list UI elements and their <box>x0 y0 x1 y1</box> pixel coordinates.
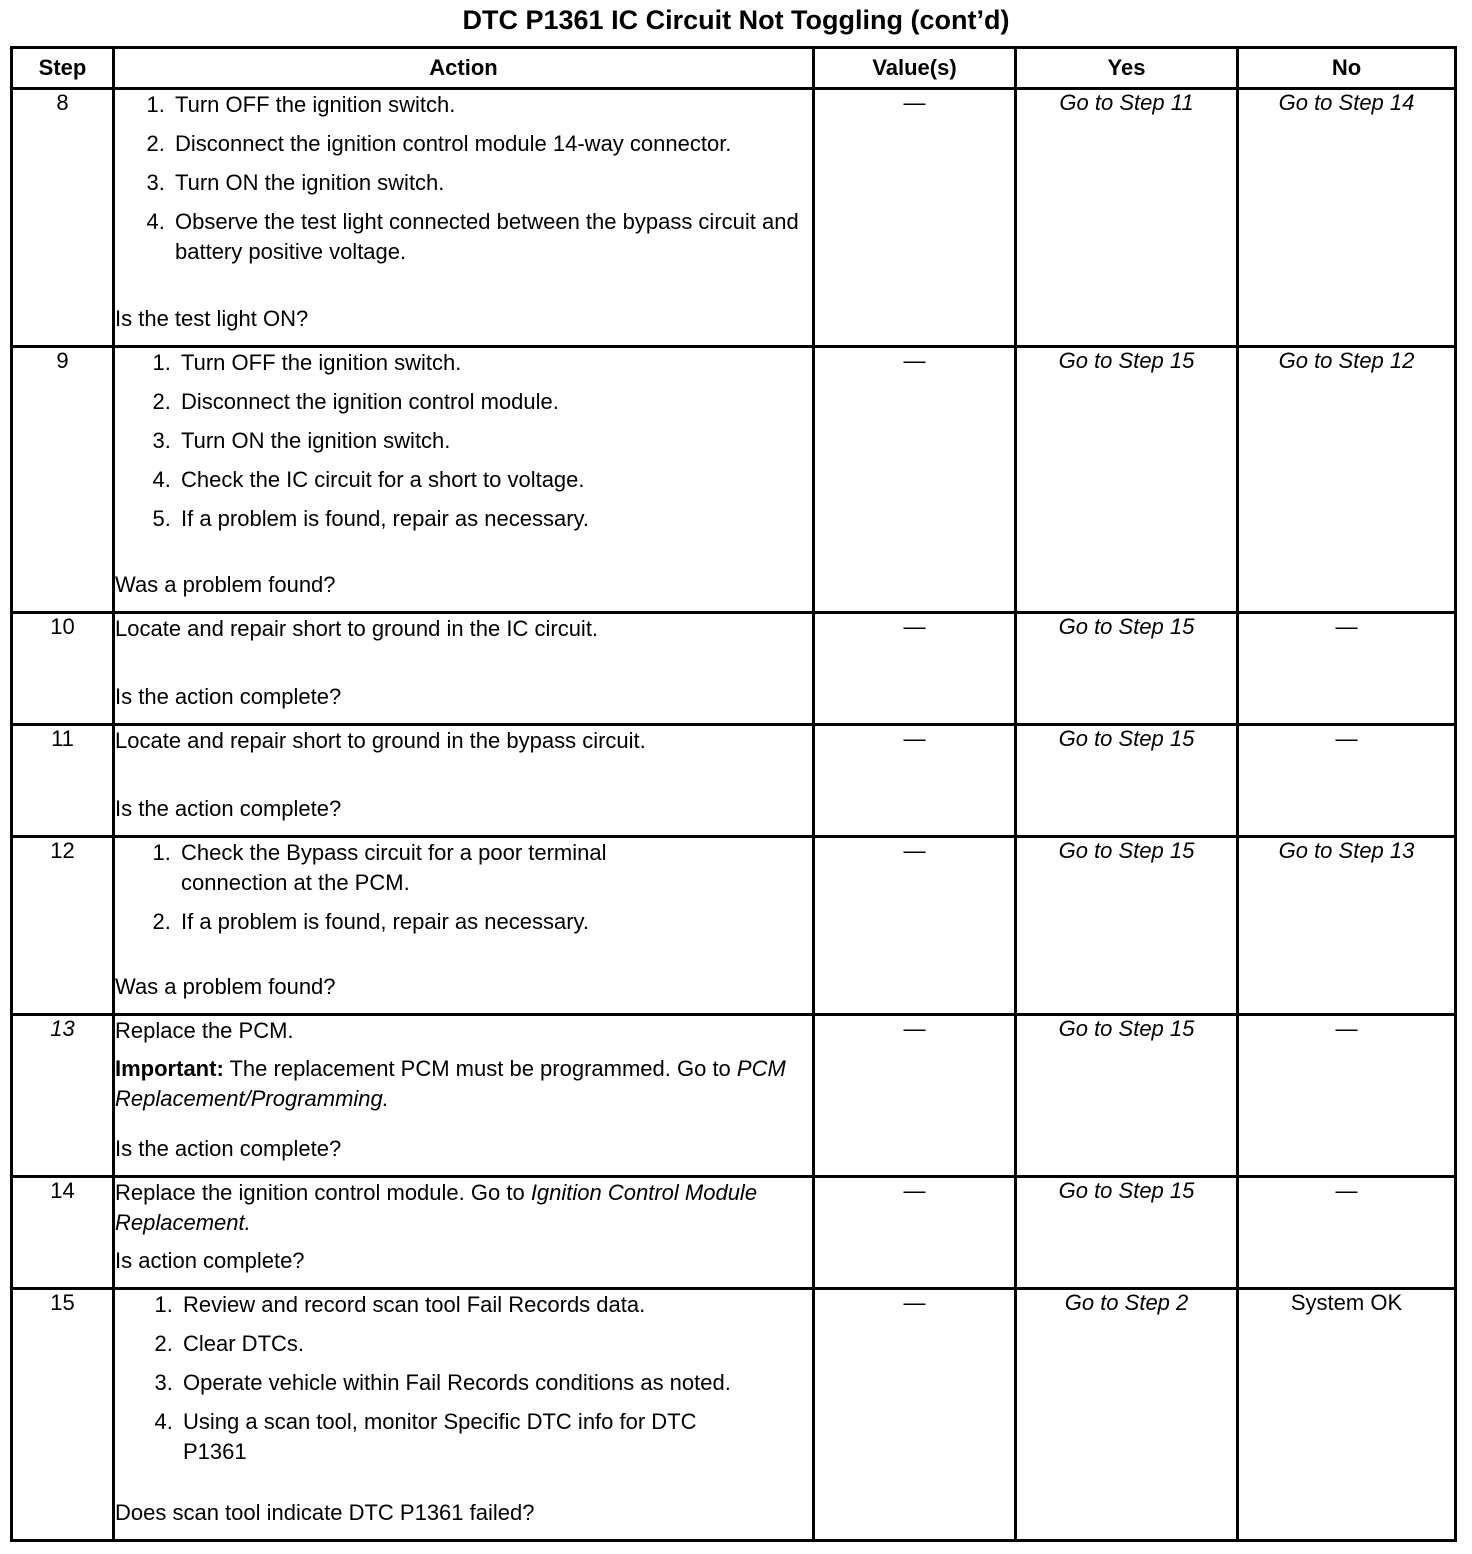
step-number: 8 <box>12 89 114 347</box>
value-cell: — <box>814 1015 1016 1177</box>
action-cell <box>114 1015 814 1177</box>
value-cell: — <box>814 837 1016 1015</box>
action-question: Is action complete? <box>115 1248 305 1273</box>
yes-cell: Go to Step 2 <box>1016 1289 1238 1541</box>
action-cell <box>114 613 814 725</box>
action-question: Does scan tool indicate DTC P1361 failed? <box>115 1500 535 1525</box>
no-cell: — <box>1238 725 1456 837</box>
step-number: 15 <box>12 1289 114 1541</box>
action-text <box>115 1178 812 1238</box>
action-reference: Ignition Control Module Replacement. <box>115 1180 758 1235</box>
action-step: 4. Using a scan tool, monitor Specific DTC info for DTC P1361 <box>179 1407 752 1467</box>
table-header-row <box>12 48 1456 89</box>
action-text: Locate and repair short to ground in the bypass circuit. <box>115 728 646 753</box>
no-cell: Go to Step 13 <box>1238 837 1456 1015</box>
action-step: 3. Operate vehicle within Fail Records conditions as noted. <box>179 1368 752 1398</box>
step-number: 13 <box>12 1015 114 1177</box>
step-number: 14 <box>12 1177 114 1289</box>
important-text: The replacement PCM must be programmed. Go to <box>223 1056 737 1081</box>
yes-cell: Go to Step 15 <box>1016 837 1238 1015</box>
action-question: Is the action complete? <box>115 796 342 821</box>
action-question: Is the action complete? <box>115 1136 342 1161</box>
action-step: 2. Disconnect the ignition control module. <box>177 387 812 417</box>
header-yes: Yes <box>1016 48 1238 89</box>
important-reference: PCM Replacement/Programming. <box>115 1056 786 1111</box>
yes-cell: Go to Step 11 <box>1016 89 1238 347</box>
no-cell: — <box>1238 613 1456 725</box>
action-cell <box>114 1289 814 1541</box>
action-step: 2. If a problem is found, repair as necessary. <box>177 907 712 937</box>
action-cell <box>114 1177 814 1289</box>
table-row <box>12 1177 1456 1289</box>
no-cell: System OK <box>1238 1289 1456 1541</box>
table-row <box>12 347 1456 613</box>
action-step: 4. Check the IC circuit for a short to voltage. <box>177 465 812 495</box>
action-step: 3. Turn ON the ignition switch. <box>171 168 812 198</box>
important-label: Important: <box>115 1056 224 1081</box>
no-cell: Go to Step 14 <box>1238 89 1456 347</box>
diagnostic-table <box>10 46 1457 1542</box>
step-number: 11 <box>12 725 114 837</box>
action-cell <box>114 347 814 613</box>
table-row <box>12 1015 1456 1177</box>
yes-cell: Go to Step 15 <box>1016 1177 1238 1289</box>
action-step: 1. Turn OFF the ignition switch. <box>177 348 812 378</box>
yes-cell: Go to Step 15 <box>1016 1015 1238 1177</box>
action-step: 1. Check the Bypass circuit for a poor terminal connection at the PCM. <box>177 838 712 898</box>
action-step: 2. Disconnect the ignition control module 14-way connector. <box>171 129 812 159</box>
action-step: 3. Turn ON the ignition switch. <box>177 426 812 456</box>
yes-cell: Go to Step 15 <box>1016 725 1238 837</box>
value-cell: — <box>814 613 1016 725</box>
important-note <box>115 1054 812 1114</box>
action-step: 1. Review and record scan tool Fail Records data. <box>179 1290 752 1320</box>
action-step: 5. If a problem is found, repair as necessary. <box>177 504 812 534</box>
table-row <box>12 837 1456 1015</box>
action-question: Is the test light ON? <box>115 306 309 331</box>
table-row <box>12 1289 1456 1541</box>
table-row <box>12 725 1456 837</box>
action-cell <box>114 725 814 837</box>
value-cell: — <box>814 89 1016 347</box>
header-values: Value(s) <box>814 48 1016 89</box>
step-number: 10 <box>12 613 114 725</box>
action-steps <box>115 838 812 946</box>
table-row <box>12 613 1456 725</box>
page-title: DTC P1361 IC Circuit Not Toggling (cont’d) <box>462 5 1010 35</box>
action-cell <box>114 837 814 1015</box>
action-text: Replace the PCM. <box>115 1018 294 1043</box>
step-number: 12 <box>12 837 114 1015</box>
no-cell: Go to Step 12 <box>1238 347 1456 613</box>
yes-cell: Go to Step 15 <box>1016 347 1238 613</box>
yes-cell: Go to Step 15 <box>1016 613 1238 725</box>
action-cell <box>114 89 814 347</box>
value-cell: — <box>814 725 1016 837</box>
action-step: 1. Turn OFF the ignition switch. <box>171 90 812 120</box>
action-text-main: Replace the ignition control module. Go to <box>115 1180 531 1205</box>
value-cell: — <box>814 1289 1016 1541</box>
value-cell: — <box>814 1177 1016 1289</box>
action-steps <box>115 1290 812 1476</box>
value-cell: — <box>814 347 1016 613</box>
action-steps <box>115 90 812 276</box>
step-number: 9 <box>12 347 114 613</box>
action-text: Locate and repair short to ground in the IC circuit. <box>115 616 599 641</box>
table-row <box>12 89 1456 347</box>
action-question: Was a problem found? <box>115 572 336 597</box>
no-cell: — <box>1238 1015 1456 1177</box>
action-question: Was a problem found? <box>115 974 336 999</box>
action-step: 4. Observe the test light connected between the bypass circuit and battery positive voltage. <box>171 207 812 267</box>
action-question: Is the action complete? <box>115 684 342 709</box>
action-steps <box>115 348 812 543</box>
header-no: No <box>1238 48 1456 89</box>
no-cell: — <box>1238 1177 1456 1289</box>
header-step: Step <box>12 48 114 89</box>
header-action: Action <box>114 48 814 89</box>
action-step: 2. Clear DTCs. <box>179 1329 752 1359</box>
